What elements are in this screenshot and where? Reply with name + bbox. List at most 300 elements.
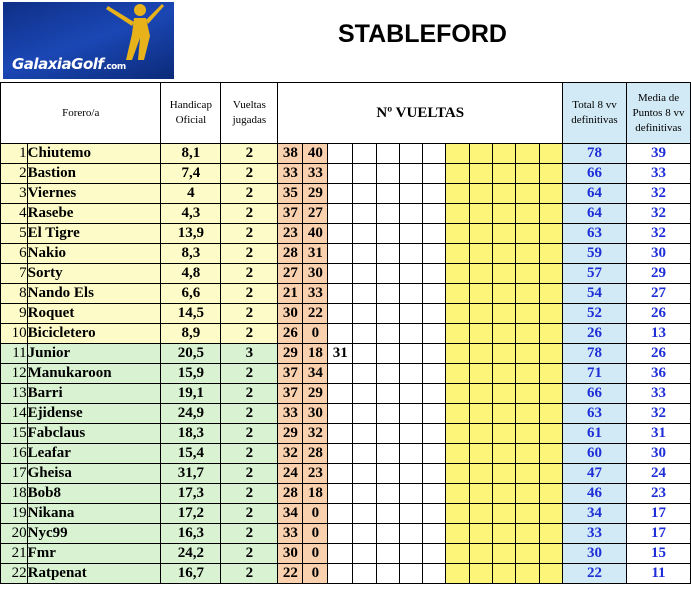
cell-score-1: 30 <box>278 544 303 564</box>
cell-position: 15 <box>1 424 28 444</box>
cell-score-7 <box>423 184 446 204</box>
cell-score-11 <box>516 244 539 264</box>
cell-vueltas: 2 <box>221 224 278 244</box>
cell-score-10 <box>493 384 516 404</box>
table-row <box>1 404 691 424</box>
cell-position: 13 <box>1 384 28 404</box>
cell-score-9 <box>469 564 492 584</box>
cell-score-2: 30 <box>303 404 328 424</box>
cell-score-11 <box>516 304 539 324</box>
cell-score-11 <box>516 444 539 464</box>
cell-name: Sorty <box>27 264 161 284</box>
cell-score-1: 28 <box>278 484 303 504</box>
cell-score-8 <box>446 424 469 444</box>
cell-score-2: 0 <box>303 544 328 564</box>
cell-media: 17 <box>626 504 690 524</box>
cell-score-1: 37 <box>278 364 303 384</box>
header-media: Media de Puntos 8 vv definitivas <box>626 83 690 144</box>
cell-score-9 <box>469 224 492 244</box>
cell-score-8 <box>446 564 469 584</box>
cell-score-3 <box>328 284 353 304</box>
cell-media: 39 <box>626 144 690 164</box>
cell-score-3 <box>328 304 353 324</box>
cell-total: 26 <box>563 324 627 344</box>
cell-vueltas: 2 <box>221 184 278 204</box>
cell-handicap: 13,9 <box>161 224 221 244</box>
cell-media: 13 <box>626 324 690 344</box>
cell-score-6 <box>399 284 422 304</box>
cell-score-7 <box>423 404 446 424</box>
cell-score-10 <box>493 504 516 524</box>
cell-media: 30 <box>626 444 690 464</box>
cell-vueltas: 2 <box>221 144 278 164</box>
cell-score-10 <box>493 304 516 324</box>
cell-score-1: 21 <box>278 284 303 304</box>
cell-score-12 <box>539 224 562 244</box>
cell-vueltas: 2 <box>221 484 278 504</box>
cell-score-9 <box>469 184 492 204</box>
cell-score-4 <box>353 484 376 504</box>
cell-score-12 <box>539 164 562 184</box>
cell-score-10 <box>493 164 516 184</box>
cell-vueltas: 2 <box>221 304 278 324</box>
cell-score-5 <box>376 244 399 264</box>
cell-score-2: 33 <box>303 164 328 184</box>
cell-total: 60 <box>563 444 627 464</box>
cell-score-10 <box>493 464 516 484</box>
cell-score-10 <box>493 484 516 504</box>
cell-score-4 <box>353 364 376 384</box>
cell-score-4 <box>353 404 376 424</box>
cell-total: 71 <box>563 364 627 384</box>
cell-score-12 <box>539 324 562 344</box>
cell-score-10 <box>493 564 516 584</box>
table-row <box>1 464 691 484</box>
cell-score-2: 27 <box>303 204 328 224</box>
cell-total: 63 <box>563 404 627 424</box>
galaxiagolf-logo <box>3 2 174 79</box>
cell-score-2: 28 <box>303 444 328 464</box>
cell-score-9 <box>469 504 492 524</box>
cell-score-7 <box>423 204 446 224</box>
cell-score-4 <box>353 204 376 224</box>
cell-score-5 <box>376 444 399 464</box>
cell-score-2: 29 <box>303 184 328 204</box>
table-row <box>1 544 691 564</box>
cell-media: 26 <box>626 344 690 364</box>
cell-name: Rasebe <box>27 204 161 224</box>
cell-score-11 <box>516 204 539 224</box>
table-row <box>1 164 691 184</box>
cell-score-5 <box>376 324 399 344</box>
cell-score-6 <box>399 404 422 424</box>
cell-score-7 <box>423 564 446 584</box>
cell-vueltas: 2 <box>221 444 278 464</box>
cell-score-12 <box>539 284 562 304</box>
cell-score-3 <box>328 564 353 584</box>
cell-total: 64 <box>563 184 627 204</box>
cell-score-10 <box>493 524 516 544</box>
cell-score-9 <box>469 304 492 324</box>
cell-score-6 <box>399 264 422 284</box>
cell-score-8 <box>446 204 469 224</box>
cell-score-12 <box>539 424 562 444</box>
cell-handicap: 15,4 <box>161 444 221 464</box>
cell-score-5 <box>376 564 399 584</box>
cell-score-12 <box>539 524 562 544</box>
cell-name: Bob8 <box>27 484 161 504</box>
cell-score-6 <box>399 504 422 524</box>
cell-total: 59 <box>563 244 627 264</box>
cell-score-10 <box>493 224 516 244</box>
cell-score-12 <box>539 344 562 364</box>
cell-score-9 <box>469 344 492 364</box>
cell-score-9 <box>469 544 492 564</box>
cell-score-8 <box>446 284 469 304</box>
cell-name: Nikana <box>27 504 161 524</box>
cell-name: Manukaroon <box>27 364 161 384</box>
cell-position: 9 <box>1 304 28 324</box>
cell-score-12 <box>539 384 562 404</box>
cell-score-2: 0 <box>303 324 328 344</box>
table-row <box>1 344 691 364</box>
cell-score-1: 30 <box>278 304 303 324</box>
cell-score-3 <box>328 464 353 484</box>
cell-score-4 <box>353 284 376 304</box>
cell-media: 32 <box>626 404 690 424</box>
cell-score-4 <box>353 144 376 164</box>
cell-score-12 <box>539 444 562 464</box>
cell-score-3 <box>328 484 353 504</box>
cell-score-12 <box>539 544 562 564</box>
cell-total: 66 <box>563 164 627 184</box>
cell-score-4 <box>353 324 376 344</box>
cell-position: 16 <box>1 444 28 464</box>
cell-score-1: 37 <box>278 204 303 224</box>
cell-score-7 <box>423 444 446 464</box>
cell-score-2: 29 <box>303 384 328 404</box>
cell-score-11 <box>516 164 539 184</box>
cell-score-11 <box>516 184 539 204</box>
cell-score-4 <box>353 244 376 264</box>
cell-score-7 <box>423 284 446 304</box>
cell-score-11 <box>516 484 539 504</box>
cell-score-4 <box>353 224 376 244</box>
cell-media: 33 <box>626 384 690 404</box>
cell-score-4 <box>353 444 376 464</box>
cell-score-9 <box>469 464 492 484</box>
cell-score-10 <box>493 444 516 464</box>
cell-score-3 <box>328 184 353 204</box>
cell-score-9 <box>469 244 492 264</box>
cell-score-8 <box>446 364 469 384</box>
cell-score-5 <box>376 164 399 184</box>
table-row <box>1 264 691 284</box>
cell-score-6 <box>399 524 422 544</box>
cell-score-5 <box>376 424 399 444</box>
cell-score-7 <box>423 504 446 524</box>
cell-score-10 <box>493 284 516 304</box>
cell-score-5 <box>376 384 399 404</box>
cell-total: 54 <box>563 284 627 304</box>
cell-score-6 <box>399 344 422 364</box>
cell-score-11 <box>516 224 539 244</box>
cell-score-8 <box>446 504 469 524</box>
cell-position: 22 <box>1 564 28 584</box>
cell-handicap: 20,5 <box>161 344 221 364</box>
cell-score-6 <box>399 464 422 484</box>
cell-handicap: 8,9 <box>161 324 221 344</box>
cell-vueltas: 2 <box>221 164 278 184</box>
cell-score-6 <box>399 444 422 464</box>
cell-score-9 <box>469 424 492 444</box>
header-total: Total 8 vv definitivas <box>563 83 627 144</box>
cell-score-3 <box>328 424 353 444</box>
cell-score-4 <box>353 544 376 564</box>
cell-score-5 <box>376 364 399 384</box>
cell-score-2: 31 <box>303 244 328 264</box>
cell-score-2: 30 <box>303 264 328 284</box>
cell-score-2: 22 <box>303 304 328 324</box>
cell-score-9 <box>469 284 492 304</box>
cell-score-10 <box>493 264 516 284</box>
cell-score-11 <box>516 464 539 484</box>
cell-name: Junior <box>27 344 161 364</box>
cell-handicap: 17,3 <box>161 484 221 504</box>
cell-name: Ratpenat <box>27 564 161 584</box>
cell-score-12 <box>539 504 562 524</box>
cell-score-5 <box>376 524 399 544</box>
cell-score-3 <box>328 224 353 244</box>
cell-score-7 <box>423 364 446 384</box>
cell-vueltas: 2 <box>221 424 278 444</box>
cell-score-4 <box>353 304 376 324</box>
cell-score-12 <box>539 184 562 204</box>
cell-score-9 <box>469 164 492 184</box>
cell-total: 30 <box>563 544 627 564</box>
cell-score-7 <box>423 464 446 484</box>
cell-handicap: 15,9 <box>161 364 221 384</box>
cell-position: 10 <box>1 324 28 344</box>
cell-score-6 <box>399 544 422 564</box>
cell-score-8 <box>446 184 469 204</box>
cell-score-6 <box>399 484 422 504</box>
cell-score-6 <box>399 144 422 164</box>
cell-score-4 <box>353 564 376 584</box>
cell-score-10 <box>493 324 516 344</box>
cell-score-3 <box>328 544 353 564</box>
cell-handicap: 19,1 <box>161 384 221 404</box>
cell-media: 17 <box>626 524 690 544</box>
cell-score-11 <box>516 264 539 284</box>
cell-score-9 <box>469 444 492 464</box>
cell-score-8 <box>446 244 469 264</box>
cell-position: 4 <box>1 204 28 224</box>
cell-media: 11 <box>626 564 690 584</box>
cell-score-4 <box>353 524 376 544</box>
cell-score-4 <box>353 504 376 524</box>
table-row <box>1 444 691 464</box>
cell-score-6 <box>399 224 422 244</box>
cell-vueltas: 2 <box>221 564 278 584</box>
cell-score-3 <box>328 264 353 284</box>
cell-score-10 <box>493 204 516 224</box>
cell-score-1: 24 <box>278 464 303 484</box>
cell-score-6 <box>399 244 422 264</box>
cell-handicap: 14,5 <box>161 304 221 324</box>
cell-score-2: 34 <box>303 364 328 384</box>
table-row <box>1 524 691 544</box>
cell-score-9 <box>469 484 492 504</box>
cell-name: Bicicletero <box>27 324 161 344</box>
cell-position: 1 <box>1 144 28 164</box>
cell-score-5 <box>376 224 399 244</box>
cell-position: 11 <box>1 344 28 364</box>
cell-vueltas: 2 <box>221 284 278 304</box>
cell-score-5 <box>376 144 399 164</box>
cell-vueltas: 2 <box>221 544 278 564</box>
cell-name: Fabclaus <box>27 424 161 444</box>
cell-handicap: 7,4 <box>161 164 221 184</box>
cell-score-3 <box>328 324 353 344</box>
cell-score-2: 18 <box>303 344 328 364</box>
cell-media: 32 <box>626 224 690 244</box>
cell-handicap: 4 <box>161 184 221 204</box>
cell-score-6 <box>399 304 422 324</box>
cell-score-11 <box>516 504 539 524</box>
cell-score-5 <box>376 404 399 424</box>
cell-name: Nyc99 <box>27 524 161 544</box>
cell-score-3 <box>328 164 353 184</box>
cell-media: 30 <box>626 244 690 264</box>
cell-position: 18 <box>1 484 28 504</box>
cell-score-3 <box>328 444 353 464</box>
cell-score-5 <box>376 184 399 204</box>
cell-position: 5 <box>1 224 28 244</box>
cell-score-12 <box>539 464 562 484</box>
cell-score-8 <box>446 164 469 184</box>
cell-total: 33 <box>563 524 627 544</box>
cell-score-8 <box>446 524 469 544</box>
cell-score-8 <box>446 144 469 164</box>
cell-score-5 <box>376 544 399 564</box>
cell-score-9 <box>469 324 492 344</box>
cell-position: 14 <box>1 404 28 424</box>
cell-name: El Tigre <box>27 224 161 244</box>
cell-score-5 <box>376 504 399 524</box>
cell-vueltas: 2 <box>221 524 278 544</box>
cell-score-9 <box>469 364 492 384</box>
header-handicap: Handicap Oficial <box>161 83 221 144</box>
cell-vueltas: 2 <box>221 504 278 524</box>
cell-name: Viernes <box>27 184 161 204</box>
cell-score-3 <box>328 204 353 224</box>
cell-handicap: 4,8 <box>161 264 221 284</box>
table-row <box>1 284 691 304</box>
cell-score-1: 26 <box>278 324 303 344</box>
cell-score-7 <box>423 224 446 244</box>
cell-score-4 <box>353 164 376 184</box>
cell-score-11 <box>516 524 539 544</box>
cell-total: 46 <box>563 484 627 504</box>
cell-media: 32 <box>626 204 690 224</box>
cell-position: 12 <box>1 364 28 384</box>
cell-score-5 <box>376 464 399 484</box>
cell-position: 3 <box>1 184 28 204</box>
cell-handicap: 8,1 <box>161 144 221 164</box>
cell-media: 31 <box>626 424 690 444</box>
cell-score-3 <box>328 404 353 424</box>
cell-handicap: 16,3 <box>161 524 221 544</box>
table-row <box>1 144 691 164</box>
cell-score-10 <box>493 184 516 204</box>
cell-score-6 <box>399 564 422 584</box>
cell-score-12 <box>539 564 562 584</box>
cell-score-1: 37 <box>278 384 303 404</box>
cell-score-7 <box>423 524 446 544</box>
cell-handicap: 6,6 <box>161 284 221 304</box>
cell-name: Nando Els <box>27 284 161 304</box>
table-row <box>1 424 691 444</box>
cell-score-10 <box>493 424 516 444</box>
cell-name: Nakio <box>27 244 161 264</box>
cell-handicap: 16,7 <box>161 564 221 584</box>
cell-media: 29 <box>626 264 690 284</box>
cell-position: 2 <box>1 164 28 184</box>
cell-score-7 <box>423 384 446 404</box>
cell-vueltas: 2 <box>221 464 278 484</box>
cell-score-6 <box>399 164 422 184</box>
cell-score-1: 34 <box>278 504 303 524</box>
cell-score-12 <box>539 204 562 224</box>
cell-total: 64 <box>563 204 627 224</box>
cell-score-1: 33 <box>278 404 303 424</box>
cell-score-1: 33 <box>278 524 303 544</box>
cell-handicap: 4,3 <box>161 204 221 224</box>
cell-score-9 <box>469 524 492 544</box>
cell-score-11 <box>516 144 539 164</box>
logo-text: GalaxiaGolf.com <box>12 55 126 73</box>
cell-score-9 <box>469 144 492 164</box>
cell-score-5 <box>376 484 399 504</box>
header-forero: Forero/a <box>1 83 161 144</box>
cell-media: 23 <box>626 484 690 504</box>
cell-score-2: 23 <box>303 464 328 484</box>
cell-position: 19 <box>1 504 28 524</box>
cell-score-12 <box>539 304 562 324</box>
cell-score-4 <box>353 344 376 364</box>
cell-vueltas: 2 <box>221 404 278 424</box>
cell-vueltas: 2 <box>221 384 278 404</box>
cell-vueltas: 2 <box>221 324 278 344</box>
page-title: STABLEFORD <box>338 20 507 48</box>
cell-score-7 <box>423 244 446 264</box>
cell-score-11 <box>516 324 539 344</box>
cell-handicap: 8,3 <box>161 244 221 264</box>
cell-score-8 <box>446 224 469 244</box>
cell-score-5 <box>376 204 399 224</box>
cell-score-1: 29 <box>278 424 303 444</box>
cell-total: 63 <box>563 224 627 244</box>
cell-score-12 <box>539 364 562 384</box>
cell-score-2: 40 <box>303 144 328 164</box>
cell-score-6 <box>399 424 422 444</box>
cell-score-7 <box>423 424 446 444</box>
cell-score-1: 29 <box>278 344 303 364</box>
cell-media: 33 <box>626 164 690 184</box>
cell-score-12 <box>539 264 562 284</box>
cell-score-1: 33 <box>278 164 303 184</box>
